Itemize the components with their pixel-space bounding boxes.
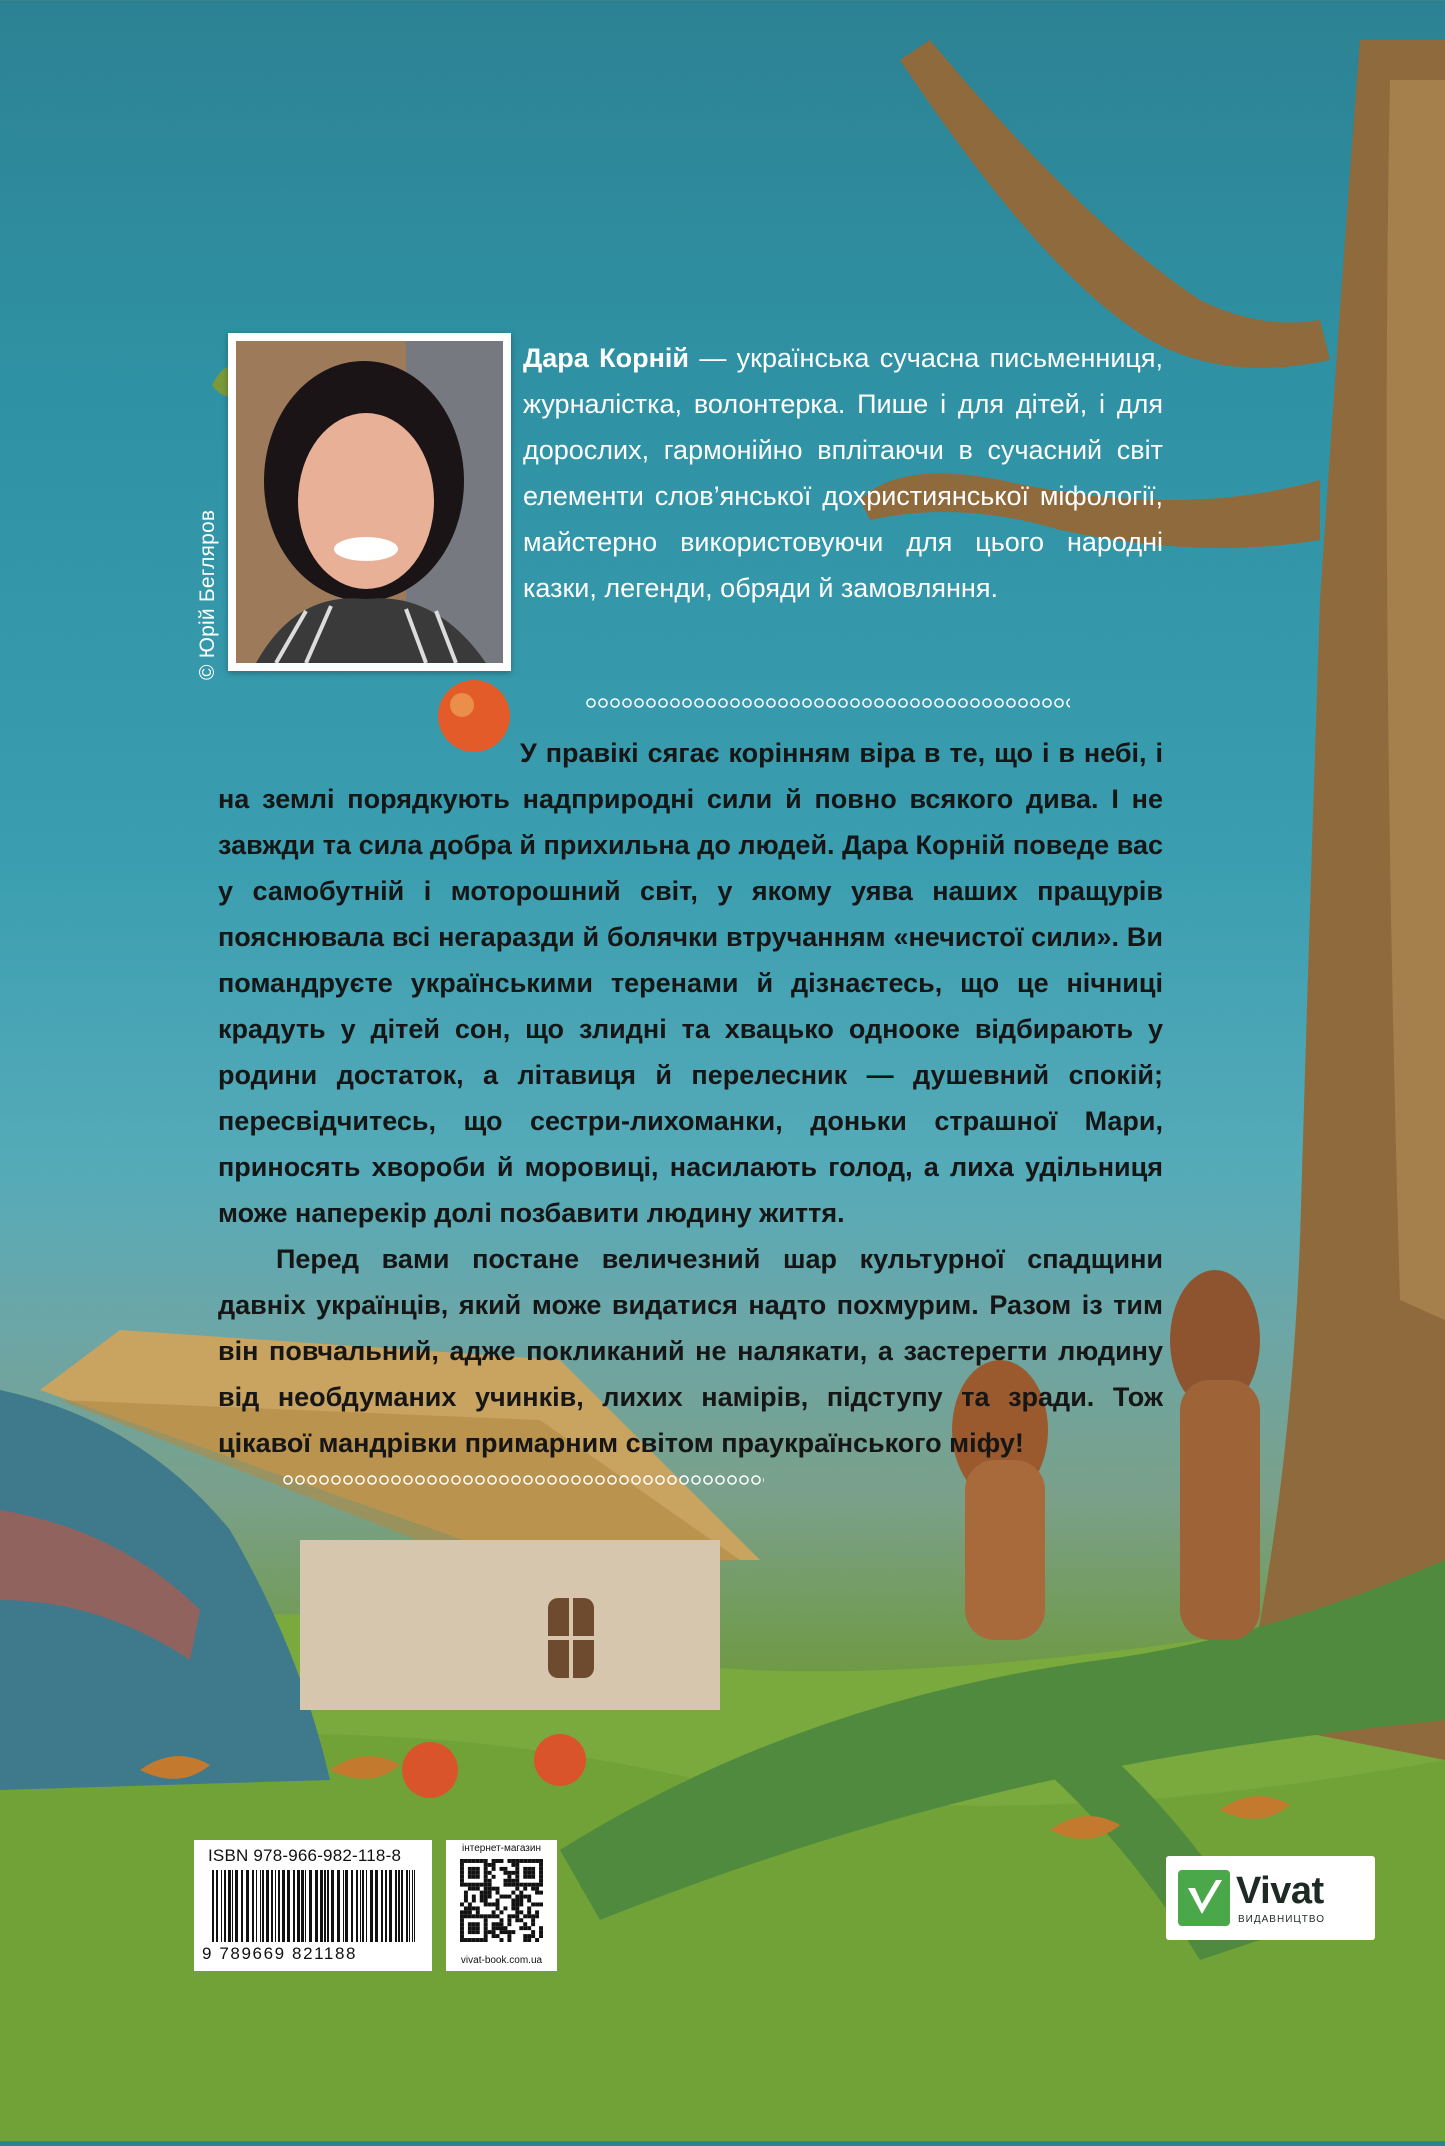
vivat-logo-icon — [1178, 1870, 1230, 1926]
author-bio — [523, 335, 1163, 611]
barcode-block — [194, 1840, 432, 1971]
publisher-logo — [1166, 1856, 1375, 1940]
author-photo — [236, 341, 503, 663]
qr-url: vivat-book.com.ua — [460, 1955, 543, 1966]
qr-label: інтернет-магазин — [461, 1843, 541, 1854]
ornament-divider-bottom — [282, 1474, 764, 1486]
ornament-divider-top — [585, 697, 1070, 709]
isbn-label: ISBN 978-966-982-118-8 — [208, 1846, 402, 1865]
barcode-digits: 9 789669 821188 — [202, 1944, 358, 1963]
qr-code — [460, 1859, 543, 1952]
description-paragraph: У правікі сягає корінням віра в те, що і в небі, і на землі порядкують надприродні сили й повно всякого дива. І не завжди та сила добра й прихильна до людей. Дара Корній поведе вас у самобутній і моторошний світ, у якому уява наших пращурів пояснювала всі негаразди й болячки втручанням «нечистої сили». Ви помандруєте українськими теренами й дізнаєтесь, що це нічниці крадуть у дітей сон, що злидні та хвацько однооке відбирають у родини достаток, а літавиця й перелесник — душевний спокій; пересвідчитесь, що сестри-лихоманки, доньки страшної Мари, приносять хвороби й моровиці, насилають голод, а лиха удільниця може наперекір долі позбавити людину життя. — [218, 738, 1163, 1228]
author-name: Дара Корній — [523, 343, 689, 373]
description-paragraph: Перед вами постане величезний шар культурної спадщини давніх українців, який може видатися надто похмурим. Разом із тим він повчальний, адже покликаний не налякати, а застерегти людину від необдуманих учинків, лихих намірів, підступу та зради. Тож цікавої мандрівки примарним світом праукраїнського міфу! — [218, 1244, 1163, 1458]
photo-credit: © Юрій Бегляров — [196, 509, 219, 680]
publisher-subtitle: ВИДАВНИЦТВО — [1238, 1914, 1326, 1925]
author-bio-text: — українська сучасна письменниця, журналістка, волонтерка. Пише і для дітей, і для дорослих, гармонійно вплітаючи в сучасний світ елементи слов’янської дохристиянської міфології, майстерно використовуючи для цього народні казки, легенди, обряди й замовляння. — [523, 343, 1163, 603]
qr-block — [446, 1840, 557, 1971]
author-photo-frame — [228, 333, 511, 671]
publisher-name: Vivat — [1236, 1870, 1324, 1912]
book-description — [218, 730, 1163, 1466]
